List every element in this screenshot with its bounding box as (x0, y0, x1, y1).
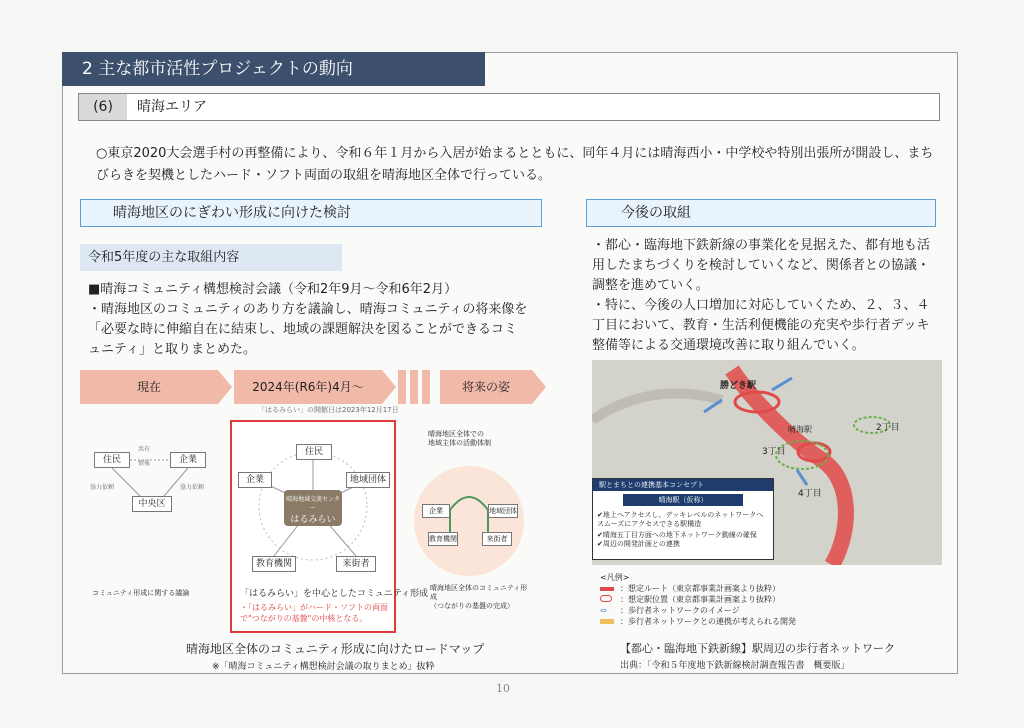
legend-item-route: ：想定ルート（東京都事業計画案より抜粋） (600, 583, 796, 594)
future-node-company: 企業 (422, 504, 450, 518)
concept-item-1: ✔地上へアクセスし、デッキレベルのネットワークへスムーズにアクセスできる駅構造 (597, 511, 764, 528)
future-diagram (412, 418, 532, 618)
mid-caption: 「はるみらい」を中心としたコミュニティ形成 (240, 589, 429, 599)
roadmap-title: 晴海地区全体のコミュニティ形成に向けたロードマップ (186, 642, 485, 656)
link-request-1: 協力依頼 (90, 484, 115, 491)
link-request-2: 協力依頼 (180, 484, 205, 491)
mid-node-community-group: 地域団体 (346, 472, 390, 488)
harumirai-photo (284, 490, 342, 526)
station-map (592, 360, 942, 565)
future-title: 晴海地区全体での 地域主体の活動体制 (428, 430, 491, 447)
future-node-visitor: 来街者 (482, 532, 512, 546)
concept-title: 駅とまちとの連携基本コンセプト (593, 479, 773, 491)
link-share: 共有 (138, 446, 151, 453)
legend-item-pedestrian: ⇔ ：歩行者ネットワークのイメージ (600, 606, 740, 615)
right-body (592, 236, 942, 356)
item-body: ・晴海地区のコミュニティのあり方を議論し、晴海コミュニティの将来像を「必要な時に伸縮自在に結束し、地域の課題解決を図ることができるコミュニティ」と取りまとめた。 (88, 302, 528, 357)
item-title: ■晴海コミュニティ構想検討会議（令和2年9月～令和6年2月） (88, 282, 458, 297)
stage-arrow-2024: 2024年(R6年)4月～ (234, 370, 382, 404)
section-title: 2 主な都市活性プロジェクトの動向 (62, 52, 485, 86)
map-label-kachidoki: 勝どき駅 (720, 381, 757, 391)
page-number: 10 (496, 682, 510, 695)
harumirai-diagram (230, 420, 429, 633)
legend-item-development: ：歩行者ネットワークとの連携が考えられる開発 (600, 616, 796, 627)
right-header: 今後の取組 (586, 199, 936, 227)
mid-node-education: 教育機関 (252, 556, 296, 572)
subsection-number: (6) (79, 94, 127, 120)
intro-text: ○東京2020大会選手村の再整備により、令和６年１月から入居が始まるとともに、同年４月には晴海西小・中学校や特別出張所が開設し、まちびらきを契機としたハード・ソフト両面の取組を晴海地区全体で行っている。 (96, 146, 934, 183)
legend-title: <凡例> (600, 573, 630, 582)
current-links-svg (80, 440, 220, 530)
legend-item-station: ：想定駅位置（東京都事業計画案より抜粋） (600, 594, 796, 605)
concept-station: 晴海駅（仮称） (623, 494, 743, 506)
map-legend (600, 572, 796, 627)
mid-node-resident: 住民 (296, 444, 332, 460)
node-company: 企業 (170, 452, 206, 468)
stage2-note: 「はるみらい」の開館日は2023年12月17日 (258, 406, 399, 414)
current-caption: コミュニティ形成に関する議論 (92, 589, 190, 597)
left-header: 晴海地区のにぎわい形成に向けた検討 (80, 199, 542, 227)
center-name: はるみらい (290, 515, 336, 525)
stage-arrow-current: 現在 (80, 370, 218, 404)
future-links-svg (412, 458, 532, 578)
mid-node-visitor: 来街者 (336, 556, 376, 572)
subsection-bar (78, 93, 940, 121)
link-info: 情報 (138, 460, 151, 467)
mid-note: ・「はるみらい」がハード・ソフトの両面で"つながりの基盤"の中核となる。 (240, 603, 388, 623)
left-subheader: 令和5年度の主な取組内容 (80, 244, 342, 271)
right-bullet-2: ・特に、今後の人口増加に対応していくため、２、３、４丁目において、教育・生活利便機能の充実や歩行者デッキ整備等による交通環境改善に取り組んでいく。 (592, 298, 930, 353)
node-chuo-ward: 中央区 (132, 496, 172, 512)
concept-item-3: ✔周辺の開発計画との連携 (597, 540, 680, 548)
node-resident: 住民 (94, 452, 130, 468)
stage-arrow-future: 将来の姿 (440, 370, 532, 404)
stage-dashes (398, 370, 438, 404)
left-body (88, 280, 528, 360)
map-label-chome4: 4丁目 (798, 489, 822, 499)
concept-item-2: ✔晴海五丁目方面への地下ネットワーク動線の確保 (597, 531, 757, 539)
subsection-title: 晴海エリア (137, 99, 207, 115)
map-source: 出典：「令和５年度地下鉄新線検討調査報告書 概要版」 (620, 661, 850, 671)
concept-box (592, 478, 774, 560)
future-node-education: 教育機関 (428, 532, 458, 546)
center-label: 晴海地域交流センター (286, 496, 340, 512)
future-node-group: 地域団体 (488, 504, 518, 518)
future-caption: 晴海地区全体のコミュニティ形成 （つながりの基盤の完成） (430, 584, 528, 610)
roadmap-source: ※「晴海コミュニティ構想検討会議の取りまとめ」抜粋 (212, 662, 435, 672)
map-label-chome3: 3丁目 (762, 447, 786, 457)
mid-node-company: 企業 (238, 472, 272, 488)
right-bullet-1: ・都心・臨海地下鉄新線の事業化を見据えた、都有地も活用したまちづくりを検討していくなど、関係者との協議・調整を進めていく。 (592, 238, 931, 293)
current-diagram (80, 440, 220, 597)
map-caption: 【都心・臨海地下鉄新線】駅周辺の歩行者ネットワーク (620, 642, 895, 655)
map-label-chome2: 2丁目 (876, 423, 900, 433)
map-label-harumi: 晴海駅 (788, 425, 812, 434)
